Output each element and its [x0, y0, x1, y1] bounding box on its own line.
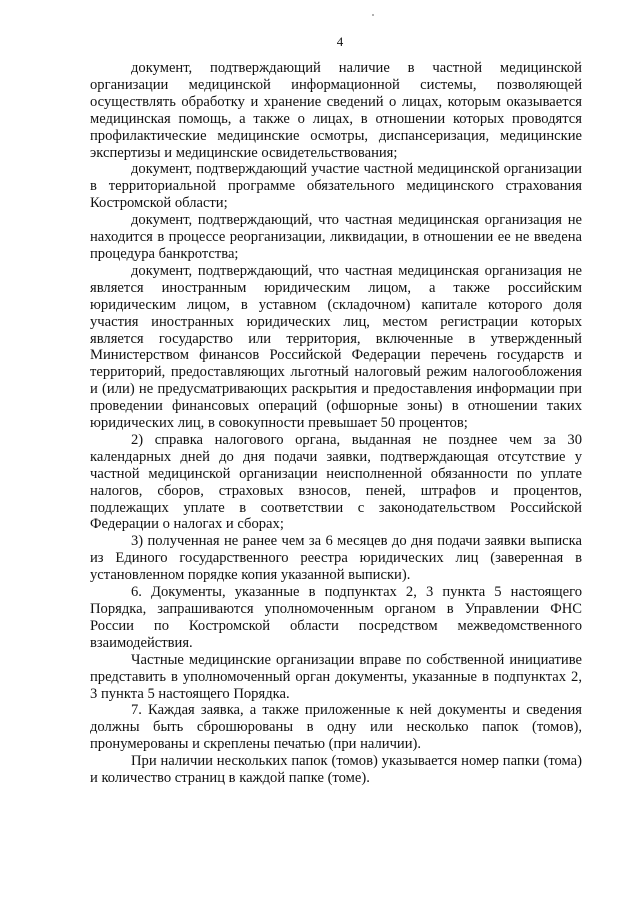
paragraph-tax-certificate: 2) справка налогового органа, выданная не позднее чем за 30 календарных дней до дня подачи заявки, подтверждающая отсутствие у частной медицинской организации неисполненной обязанности по уплате налогов, сборов, страховых взносов, пеней, штрафов и процентов, подлежащих уплате в соответствии с законодательством Российской Федерации о налогах и сборах;: [90, 431, 582, 533]
paragraph-item-7: 7. Каждая заявка, а также приложенные к ней документы и сведения должны быть сброшюрованы в одну или несколько папок (томов), пронумерованы и скреплены печатью (при наличии).: [90, 702, 582, 753]
scan-mark: [372, 14, 374, 16]
paragraph-item-6: 6. Документы, указанные в подпунктах 2, 3 пункта 5 настоящего Порядка, запрашиваются уполномоченным органом в Управлении ФНС России по Костромской области посредством межведомственного взаимодействия.: [90, 584, 582, 651]
paragraph-registry-extract: 3) полученная не ранее чем за 6 месяцев до дня подачи заявки выписка из Единого государственного реестра юридических лиц (заверенная в установленном порядке копия указанной выписки).: [90, 533, 582, 584]
paragraph-no-reorganization: документ, подтверждающий, что частная медицинская организация не находится в процессе реорганизации, ликвидации, в отношении ее не введена процедура банкротства;: [90, 212, 582, 262]
body-text: [90, 60, 582, 787]
page-number: 4: [336, 34, 344, 49]
paragraph-medical-information-system: документ, подтверждающий наличие в частной медицинской организации медицинской информационной системы, позволяющей осуществлять обработку и хранение сведений о лицах, которым оказывается медицинская помощь, а также о лицах, в отношении которых проводятся профилактические медицинские осмотры, диспансеризация, медицинские экспертизы и медицинские освидетельствования;: [90, 60, 582, 161]
paragraph-territorial-program: документ, подтверждающий участие частной медицинской организации в территориальной программе обязательного медицинского страхования Костромской области;: [90, 161, 582, 212]
paragraph-own-initiative: Частные медицинские организации вправе по собственной инициативе представить в уполномоченный орган документы, указанные в подпунктах 2, 3 пункта 5 настоящего Порядка.: [90, 651, 582, 702]
paragraph-not-foreign-entity: документ, подтверждающий, что частная медицинская организация не является иностранным юридическим лицом, а также российским юридическим лицом, в уставном (складочном) капитале которого доля участия иностранных юридических лиц, местом регистрации которых является государство или территория, включенные в утвержденный Министерством финансов Российской Федерации перечень государств и территорий, предоставляющих льготный налоговый режим налогообложения и (или) не предусматривающих раскрытия и предоставления информации при проведении финансовых операций (офшорные зоны) в отношении таких юридических лиц, в совокупности превышает 50 процентов;: [90, 262, 582, 432]
paragraph-folders-numbering: При наличии нескольких папок (томов) указывается номер папки (тома) и количество страниц в каждой папке (томе).: [90, 753, 582, 787]
